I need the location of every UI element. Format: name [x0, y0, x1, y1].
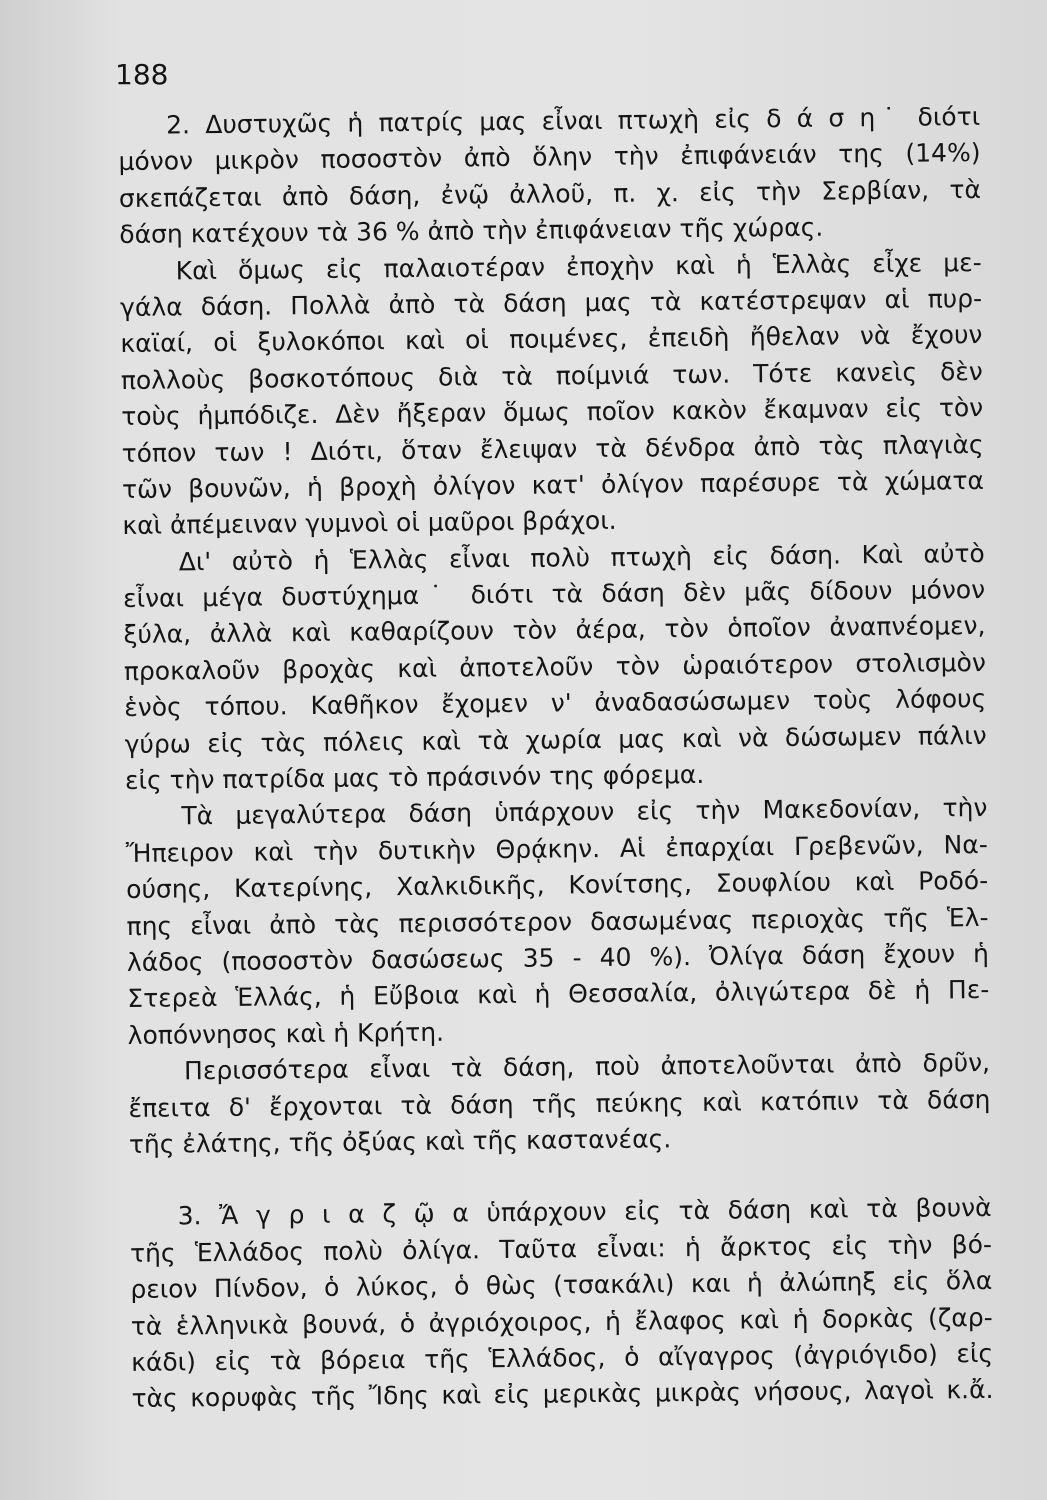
text-line: λοπόννησος καὶ ἡ Κρήτη. [127, 1017, 445, 1050]
text-line: λάδος (ποσοστὸν δασώσεως 35 - 40 %). Ὀλίγα δάση ἔχουν ἡ [126, 938, 990, 977]
text-line: τῆς ἐλάτης, τῆς ὀξύας καὶ τῆς καστανέας. [128, 1124, 672, 1159]
text-line: 2. Δυστυχῶς ἡ πατρίς μας εἶναι πτωχὴ εἰς δ ά σ η˙ διότι [166, 101, 981, 140]
text-line: καὶ ἀπέμειναν γυμνοὶ οἱ μαῦροι βράχοι. [122, 506, 617, 541]
body-text [118, 99, 994, 1418]
text-line: μόνον μικρὸν ποσοστὸν ἀπὸ ὅλην τὴν ἐπιφάνειάν της (14%) [118, 138, 981, 177]
text-line: Δι' αὐτὸ ἡ Ἑλλὰς εἶναι πολὺ πτωχὴ εἰς δάση. Καὶ αὐτὸ [178, 538, 985, 577]
text-line: πολλοὺς βοσκοτόπους διὰ τὰ ποίμνιά των. Τότε κανεὶς δὲν [120, 356, 983, 395]
text-line: γάλα δάση. Πολλὰ ἀπὸ τὰ δάση μας τὰ κατέστρεψαν αἱ πυρ- [119, 283, 983, 322]
text-line: τῆς Ἑλλάδος πολὺ ὀλίγα. Ταῦτα εἶναι: ἡ ἄρκτος εἰς τὴν βό- [129, 1229, 993, 1268]
text-line: εἰς τὴν πατρίδα μας τὸ πράσινόν της φόρεμα. [124, 759, 705, 795]
paragraph-tree-types [128, 1045, 991, 1163]
text-line: ούσης, Κατερίνης, Χαλκιδικῆς, Κονίτσης, Σουφλίου καὶ Ροδό- [126, 866, 989, 905]
paragraph-ancient-forests [120, 245, 985, 545]
text-line: Καὶ ὅμως εἰς παλαιοτέραν ἐποχὴν καὶ ἡ Ἑλλὰς εἶχε με- [175, 247, 982, 285]
text-line: τόπον των ! Διότι, ὅταν ἔλειψαν τὰ δένδρα ἀπὸ τὰς πλαγιὰς [121, 429, 984, 468]
page-number: 188 [115, 58, 169, 91]
text-line: σκεπάζεται ἀπὸ δάση, ἐνῷ ἀλλοῦ, π. χ. εἰς τὴν Σερβίαν, τὰ [118, 174, 982, 213]
paragraph-largest-forests [125, 790, 990, 1054]
text-line: προκαλοῦν βροχὰς καὶ ἀποτελοῦν τὸν ὡραιότερον στολισμὸν [123, 647, 987, 686]
text-line: Ἤπειρον καὶ τὴν δυτικὴν Θρᾴκην. Αἱ ἐπαρχίαι Γρεβενῶν, Να- [125, 829, 988, 868]
text-line: Τὰ μεγαλύτερα δάση ὑπάρχουν εἰς τὴν Μακεδονίαν, τὴν [181, 793, 988, 831]
text-line: γύρω εἰς τὰς πόλεις καὶ τὰ χωρία μας καὶ νὰ δώσωμεν πάλιν [124, 720, 987, 759]
text-line: Στερεὰ Ἑλλάς, ἡ Εὔβοια καὶ ἡ Θεσσαλία, ὀλιγώτερα δὲ ἡ Πε- [127, 975, 990, 1014]
paragraph-forests-poverty [118, 99, 981, 254]
text-line: ἑνὸς τόπου. Καθῆκον ἔχομεν ν' ἀναδασώσωμεν τοὺς λόφους [124, 684, 987, 723]
text-line: τῶν βουνῶν, ἡ βροχὴ ὀλίγον κατ' ὀλίγον παρέσυρε τὰ χώματα [121, 465, 985, 504]
paragraph-misfortune [123, 536, 988, 800]
text-line: καϊαί, οἱ ξυλοκόποι καὶ οἱ ποιμένες, ἐπειδὴ ἤθελαν νὰ ἔχουν [120, 320, 983, 359]
text-line: ἔπειτα δ' ἔρχονται τὰ δάση τῆς πεύκης καὶ κατόπιν τὰ δάση [128, 1084, 991, 1123]
text-line: τοὺς ἠμπόδιζε. Δὲν ἤξεραν ὅμως ποῖον κακὸν ἔκαμναν εἰς τὸν [121, 393, 984, 432]
text-line: τὰς κορυφὰς τῆς Ἴδης καὶ εἰς μερικὰς μικρὰς νήσους, λαγοὶ κ.ἄ. [131, 1375, 994, 1414]
text-line: ρειον Πίνδον, ὁ λύκος, ὁ θὼς (τσακάλι) και ἡ ἀλώπηξ εἰς ὅλα [130, 1266, 993, 1305]
text-line: Περισσότερα εἶναι τὰ δάση, ποὺ ἀποτελοῦνται ἀπὸ δρῦν, [183, 1048, 991, 1086]
text-line: πης εἶναι ἀπὸ τὰς περισσότερον δασωμένας περιοχὰς τῆς Ἑλ- [126, 902, 989, 941]
text-line: εἶναι μέγα δυστύχημα˙ διότι τὰ δάση δὲν μᾶς δίδουν μόνον [122, 575, 986, 614]
text-line: τὰ ἑλληνικὰ βουνά, ὁ ἀγριόχοιρος, ἡ ἔλαφος καὶ ἡ δορκὰς (ζαρ- [130, 1302, 993, 1341]
paragraph-wild-animals [129, 1190, 993, 1417]
text-line: ξύλα, ἀλλὰ καὶ καθαρίζουν τὸν ἀέρα, τὸν ὁποῖον ἀναπνέομεν, [123, 611, 986, 650]
text-line: 3. Ἄ γ ρ ι α ζ ῷ α ὑπάρχουν εἰς τὰ δάση καὶ τὰ βουνὰ [177, 1193, 992, 1231]
text-line: κάδι) εἰς τὰ βόρεια τῆς Ἑλλάδος, ὁ αἴγαγρος (ἀγριόγιδο) εἰς [130, 1338, 994, 1377]
text-line: δάση κατέχουν τὰ 36 % ἀπὸ τὴν ἐπιφάνειαν τῆς χώρας. [119, 212, 824, 250]
